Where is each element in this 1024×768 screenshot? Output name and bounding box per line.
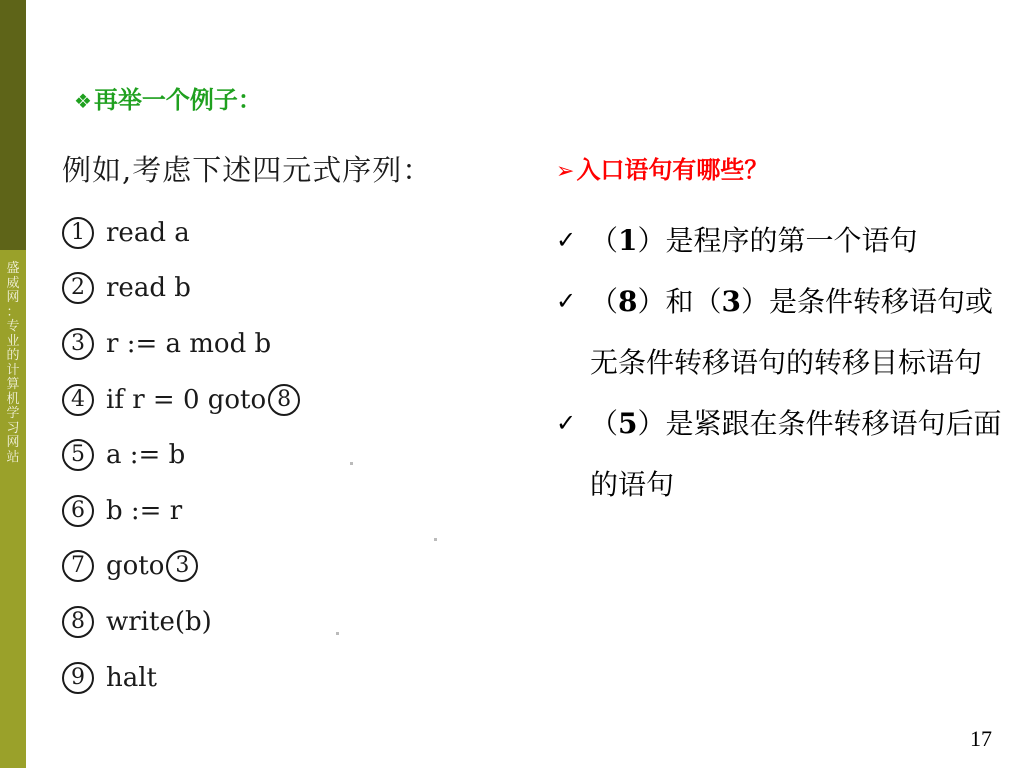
- sidebar-char: 的: [6, 348, 20, 363]
- answer-item: ✓ （8）和（3）是条件转移语句或无条件转移语句的转移目标语句: [556, 271, 1006, 393]
- quadruple-line: [62, 483, 312, 539]
- quadruple-line: [62, 205, 312, 261]
- circled-number: 6: [62, 495, 94, 527]
- sidebar-char: ：: [6, 304, 20, 320]
- quadruple-line: [62, 316, 312, 372]
- quadruple-line: [62, 594, 312, 650]
- circled-target-number: 8: [268, 384, 300, 416]
- quadruple-text: goto: [106, 551, 165, 582]
- quadruple-text: read b: [106, 273, 191, 304]
- quadruple-line: [62, 539, 312, 595]
- slide-heading: [74, 80, 262, 115]
- quadruple-list: [62, 205, 312, 705]
- circled-number: 1: [62, 217, 94, 249]
- check-icon: ✓: [556, 409, 577, 437]
- quadruple-text: read a: [106, 217, 190, 248]
- question-heading: [556, 150, 768, 185]
- answer-item: ✓ （1）是程序的第一个语句: [556, 210, 1006, 271]
- sidebar-char: 业: [6, 333, 20, 349]
- sidebar-char: 威: [6, 275, 20, 291]
- sidebar-dark-band: [0, 0, 26, 250]
- scan-speck: [434, 538, 437, 541]
- heading-text: 再举一个例子：: [93, 86, 262, 114]
- quadruple-line: [62, 372, 312, 428]
- circled-number: 4: [62, 384, 94, 416]
- quadruple-text: halt: [106, 662, 158, 693]
- code-intro: 例如,考虑下述四元式序列：: [62, 153, 433, 187]
- circled-number: 9: [62, 662, 94, 694]
- scan-speck: [336, 632, 339, 635]
- sidebar-char: 习: [6, 420, 20, 436]
- check-icon: ✓: [556, 226, 577, 254]
- sidebar-watermark: [0, 262, 26, 465]
- sidebar-char: 机: [6, 391, 20, 407]
- quadruple-line: [62, 261, 312, 317]
- quadruple-text: if r = 0 goto: [106, 384, 267, 415]
- sidebar-char: 学: [6, 406, 20, 421]
- circled-number: 2: [62, 272, 94, 304]
- sidebar-char: 盛: [6, 261, 20, 276]
- sidebar-char: 网: [6, 290, 20, 305]
- quadruple-text: b := r: [106, 495, 183, 526]
- scan-speck: [350, 462, 353, 465]
- circled-number: 3: [62, 328, 94, 360]
- question-text: 入口语句有哪些？: [576, 156, 769, 184]
- check-icon: ✓: [556, 287, 577, 315]
- sidebar-char: 专: [6, 319, 20, 334]
- diamond-bullet-icon: ❖: [74, 89, 92, 113]
- circled-number: 8: [62, 606, 94, 638]
- answer-item: ✓ （5）是紧跟在条件转移语句后面的语句: [556, 393, 1006, 515]
- arrow-bullet-icon: ➢: [556, 159, 575, 184]
- sidebar-char: 站: [6, 449, 20, 465]
- sidebar-char: 网: [6, 435, 20, 450]
- answer-list: [556, 210, 1006, 515]
- circled-number: 5: [62, 439, 94, 471]
- sidebar-char: 计: [6, 362, 20, 378]
- circled-number: 7: [62, 550, 94, 582]
- quadruple-text: a := b: [106, 440, 186, 471]
- page-number: 17: [970, 726, 992, 751]
- quadruple-line: [62, 427, 312, 483]
- sidebar-char: 算: [6, 377, 20, 392]
- quadruple-text: write(b): [106, 606, 212, 637]
- quadruple-text: r := a mod b: [106, 328, 272, 359]
- circled-target-number: 3: [166, 550, 198, 582]
- quadruple-line: [62, 650, 312, 706]
